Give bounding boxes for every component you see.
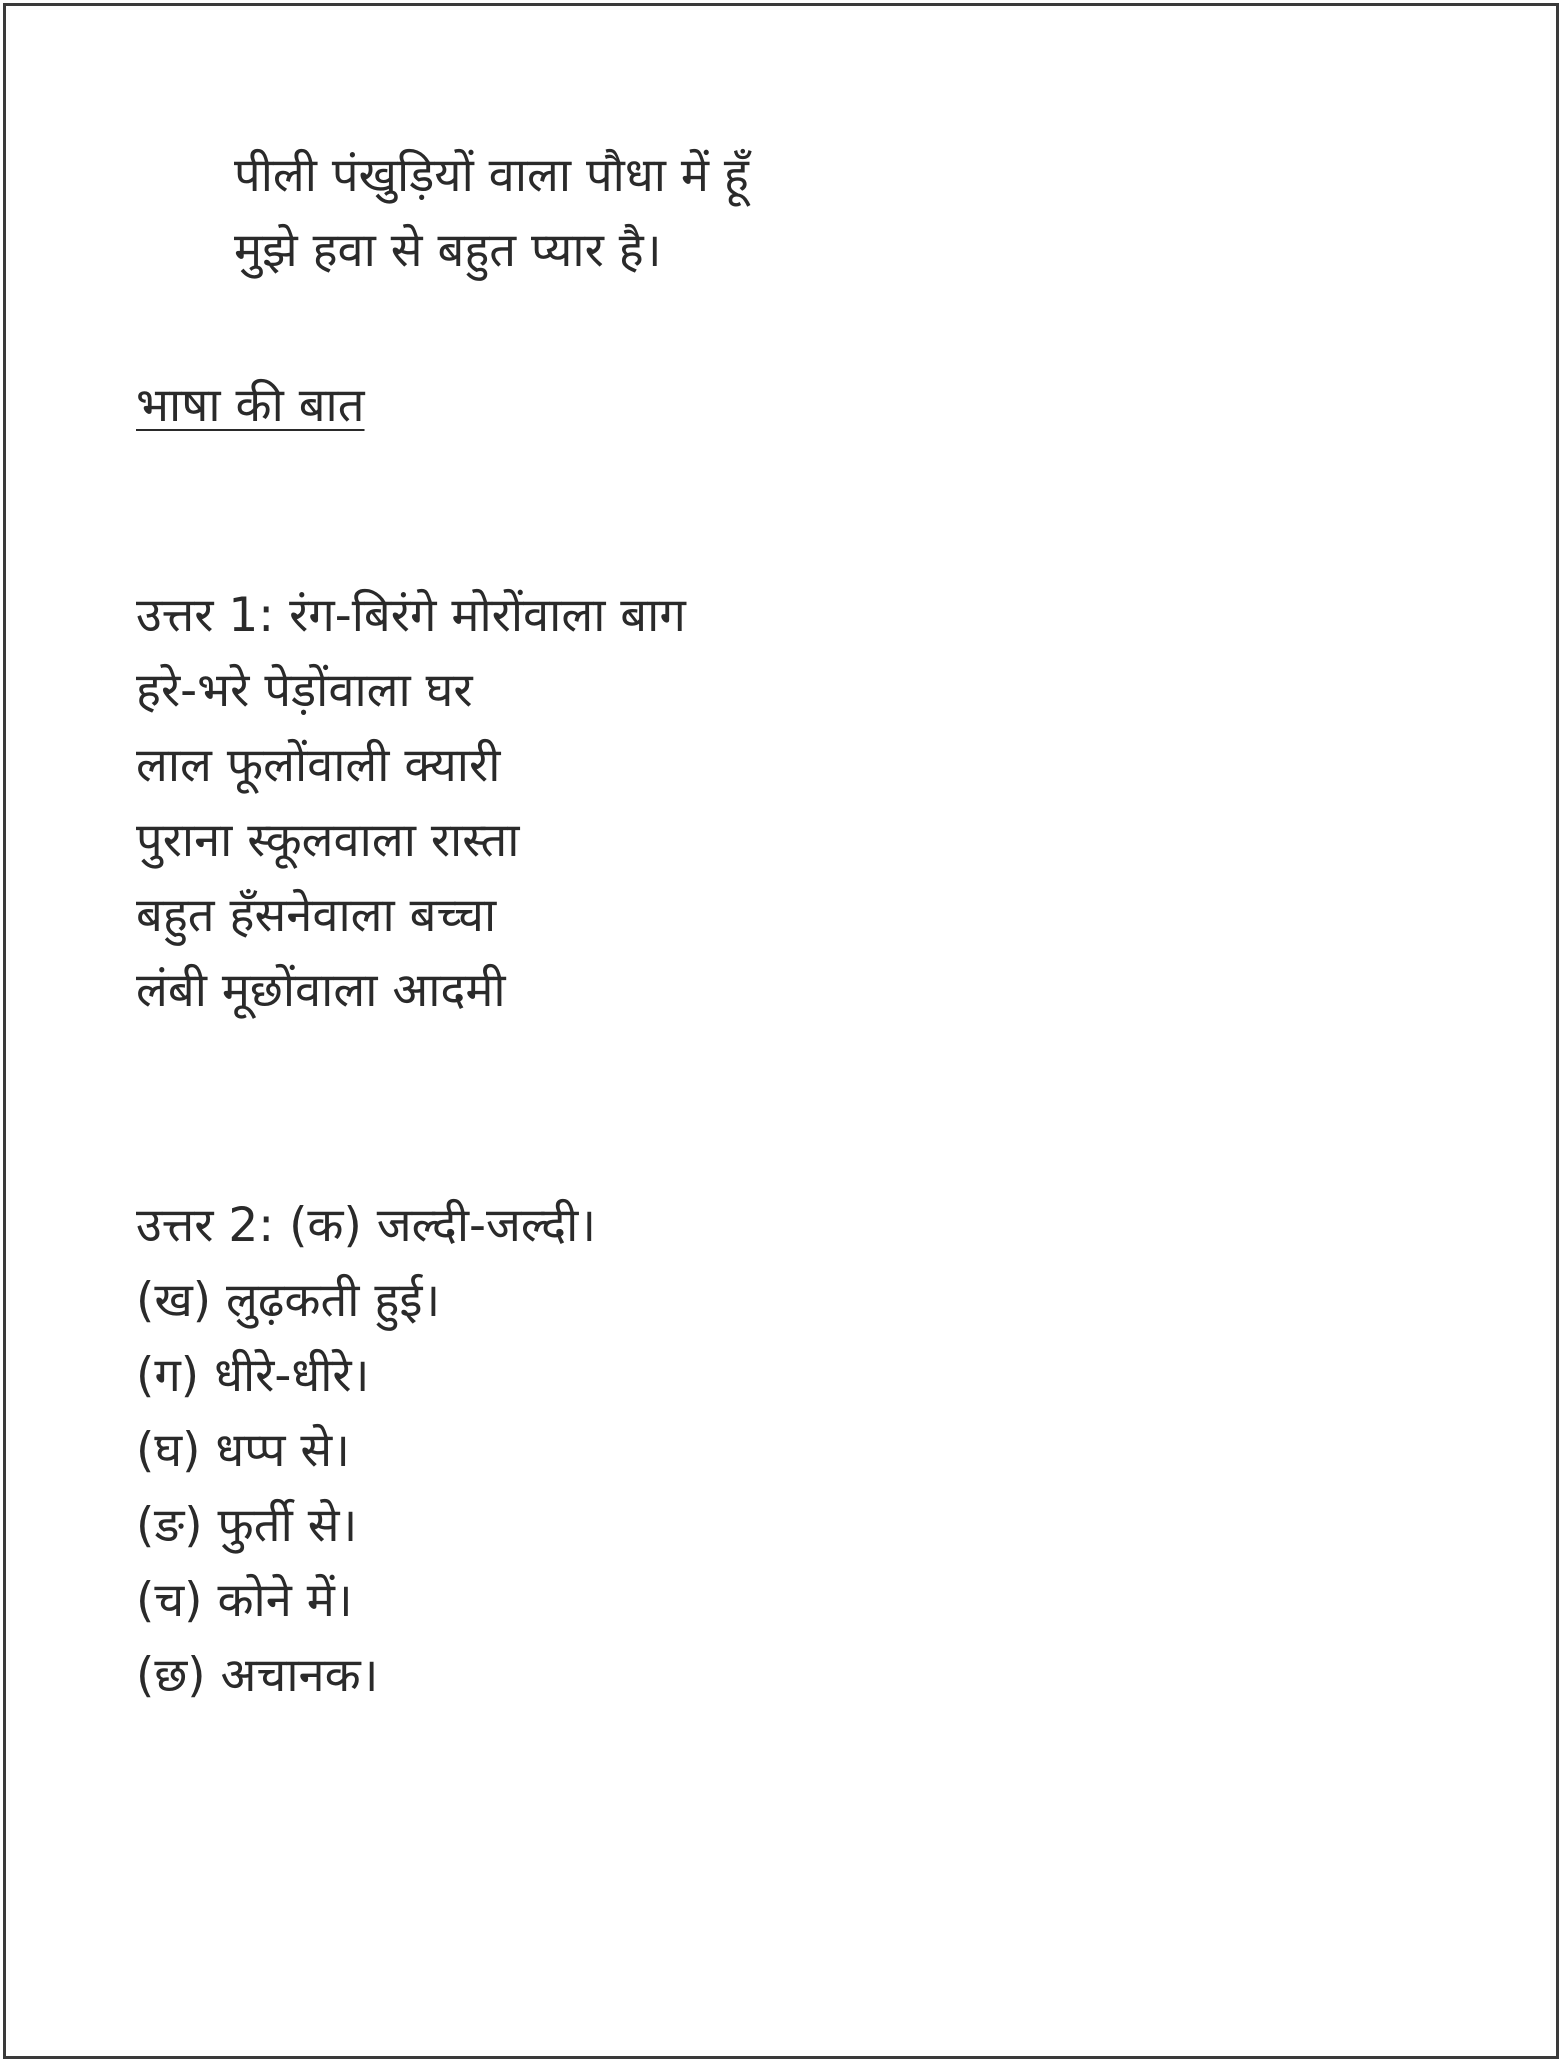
poem-line-2: मुझे हवा से बहुत प्यार है।: [234, 223, 662, 278]
document-page: [3, 3, 1559, 2059]
answer1-line-2: हरे-भरे पेड़ोंवाला घर: [136, 663, 473, 718]
answer1-line-6: लंबी मूछोंवाला आदमी: [136, 963, 506, 1018]
answer2-line-6: (च) कोने में।: [136, 1573, 353, 1628]
answer2-line-1: उत्तर 2: (क) जल्दी-जल्दी।: [136, 1198, 597, 1253]
answer1-line-3: लाल फूलोंवाली क्यारी: [136, 738, 501, 793]
poem-line-1: पीली पंखुड़ियों वाला पौधा में हूँ: [234, 148, 749, 203]
answer2-line-2: (ख) लुढ़कती हुई।: [136, 1273, 441, 1328]
answer2-line-3: (ग) धीरे-धीरे।: [136, 1348, 370, 1403]
answer1-line-1: उत्तर 1: रंग-बिरंगे मोरोंवाला बाग: [136, 588, 686, 643]
section-heading: भाषा की बात: [136, 378, 365, 433]
answer2-line-5: (ङ) फुर्ती से।: [136, 1498, 358, 1553]
answer2-line-4: (घ) धप्प से।: [136, 1423, 350, 1478]
answer1-line-5: बहुत हँसनेवाला बच्चा: [136, 888, 497, 943]
answer1-line-4: पुराना स्कूलवाला रास्ता: [136, 813, 520, 868]
answer2-line-7: (छ) अचानक।: [136, 1648, 379, 1703]
